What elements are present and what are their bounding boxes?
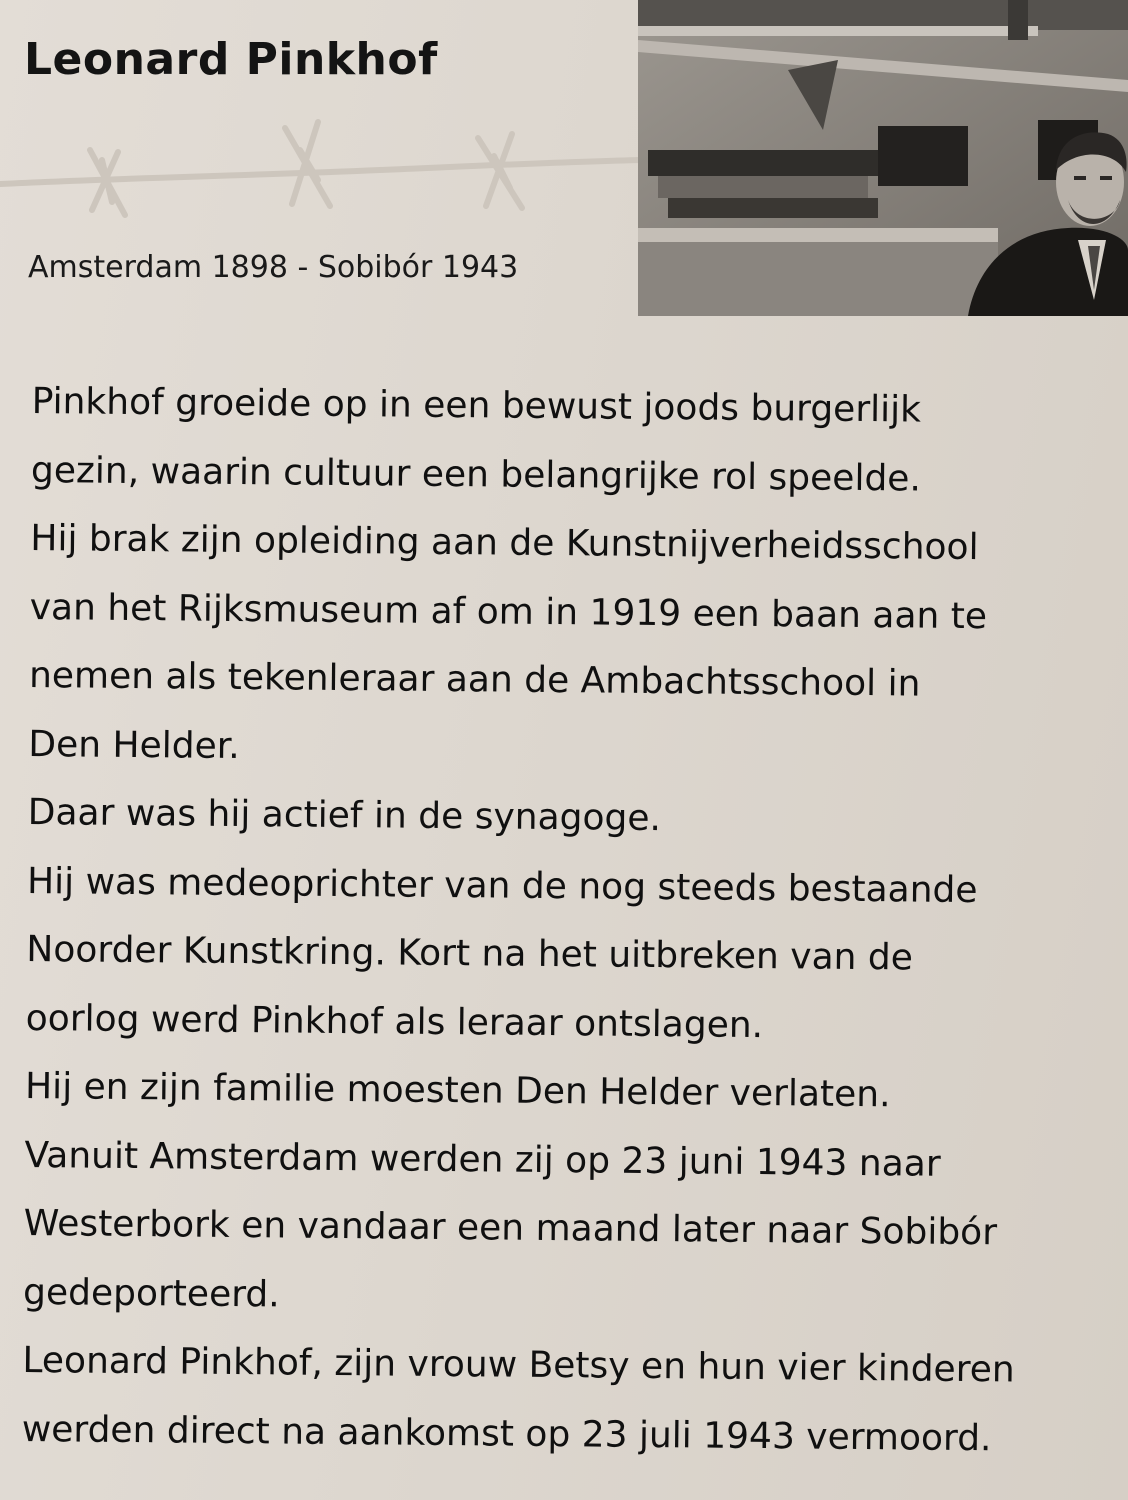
biography-line: Daar was hij actief in de synagoge.	[27, 791, 662, 840]
biography-line: gedeporteerd.	[22, 1271, 280, 1315]
life-dates: Amsterdam 1898 - Sobibór 1943	[28, 250, 519, 285]
biography-line: werden direct na aankomst op 23 juli 1943 vermoord.	[21, 1408, 992, 1459]
biography-line: Pinkhof groeide op in een bewust joods burgerlijk	[31, 380, 922, 431]
biography-line: nemen als tekenleraar aan de Ambachtsschool in	[28, 654, 921, 705]
biography-line: van het Rijksmuseum af om in 1919 een baan aan te	[29, 586, 988, 637]
sign-title: Leonard Pinkhof	[24, 34, 438, 85]
biography-line: Hij en zijn familie moesten Den Helder verlaten.	[24, 1065, 891, 1116]
biography-line: oorlog werd Pinkhof als leraar ontslagen.	[25, 997, 764, 1046]
biography-text	[21, 368, 1101, 1474]
biography-line: Hij was medeoprichter van de nog steeds bestaande	[26, 860, 978, 911]
biography-line: gezin, waarin cultuur een belangrijke rol speelde.	[30, 449, 922, 500]
biography-line: Hij brak zijn opleiding aan de Kunstnijverheidsschool	[30, 517, 979, 569]
biography-line: Noorder Kunstkring. Kort na het uitbreken van de	[26, 928, 914, 979]
biography-line: Leonard Pinkhof, zijn vrouw Betsy en hun vier kinderen	[22, 1339, 1015, 1391]
portrait-photo	[638, 0, 1128, 316]
barbed-wire-icon	[0, 110, 640, 230]
biography-line: Westerbork en vandaar een maand later naar Sobibór	[23, 1202, 998, 1254]
biography-line: Vanuit Amsterdam werden zij op 23 juni 1943 naar	[24, 1134, 941, 1185]
biography-line: Den Helder.	[28, 723, 240, 767]
